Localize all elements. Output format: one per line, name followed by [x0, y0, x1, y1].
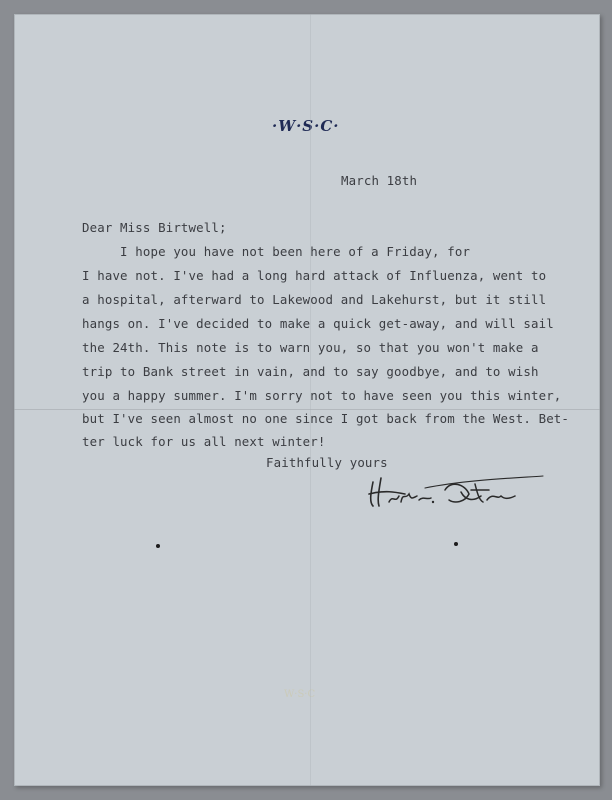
letter-body-line: the 24th. This note is to warn you, so that you won't make a: [82, 340, 539, 355]
paper-mark: [156, 544, 160, 548]
letter-salutation: Dear Miss Birtwell;: [82, 220, 227, 235]
letter-body-line: trip to Bank street in vain, and to say goodbye, and to wish: [82, 364, 539, 379]
letterhead-monogram: ·W·S·C·: [272, 117, 340, 135]
letter-body-line: I have not. I've had a long hard attack of Influenza, went to: [82, 268, 547, 283]
letter-body-line: you a happy summer. I'm sorry not to have seen you this winter,: [82, 388, 562, 403]
letter-closing: Faithfully yours: [266, 455, 388, 470]
letter-body-line: but I've seen almost no one since I got back from the West. Bet-: [82, 411, 570, 426]
handwritten-signature: [365, 470, 545, 520]
letter-date: March 18th: [341, 173, 418, 188]
letter-body-line: hangs on. I've decided to make a quick get-away, and will sail: [82, 316, 554, 331]
letter-body-line: ter luck for us all next winter!: [82, 434, 326, 449]
letter-body-line: a hospital, afterward to Lakewood and Lakehurst, but it still: [82, 292, 547, 307]
letter-page: [14, 14, 600, 786]
watermark-monogram: W·S·C: [284, 689, 316, 700]
letter-body-line: I hope you have not been here of a Friday, for: [82, 244, 471, 259]
paper-mark: [454, 542, 458, 546]
